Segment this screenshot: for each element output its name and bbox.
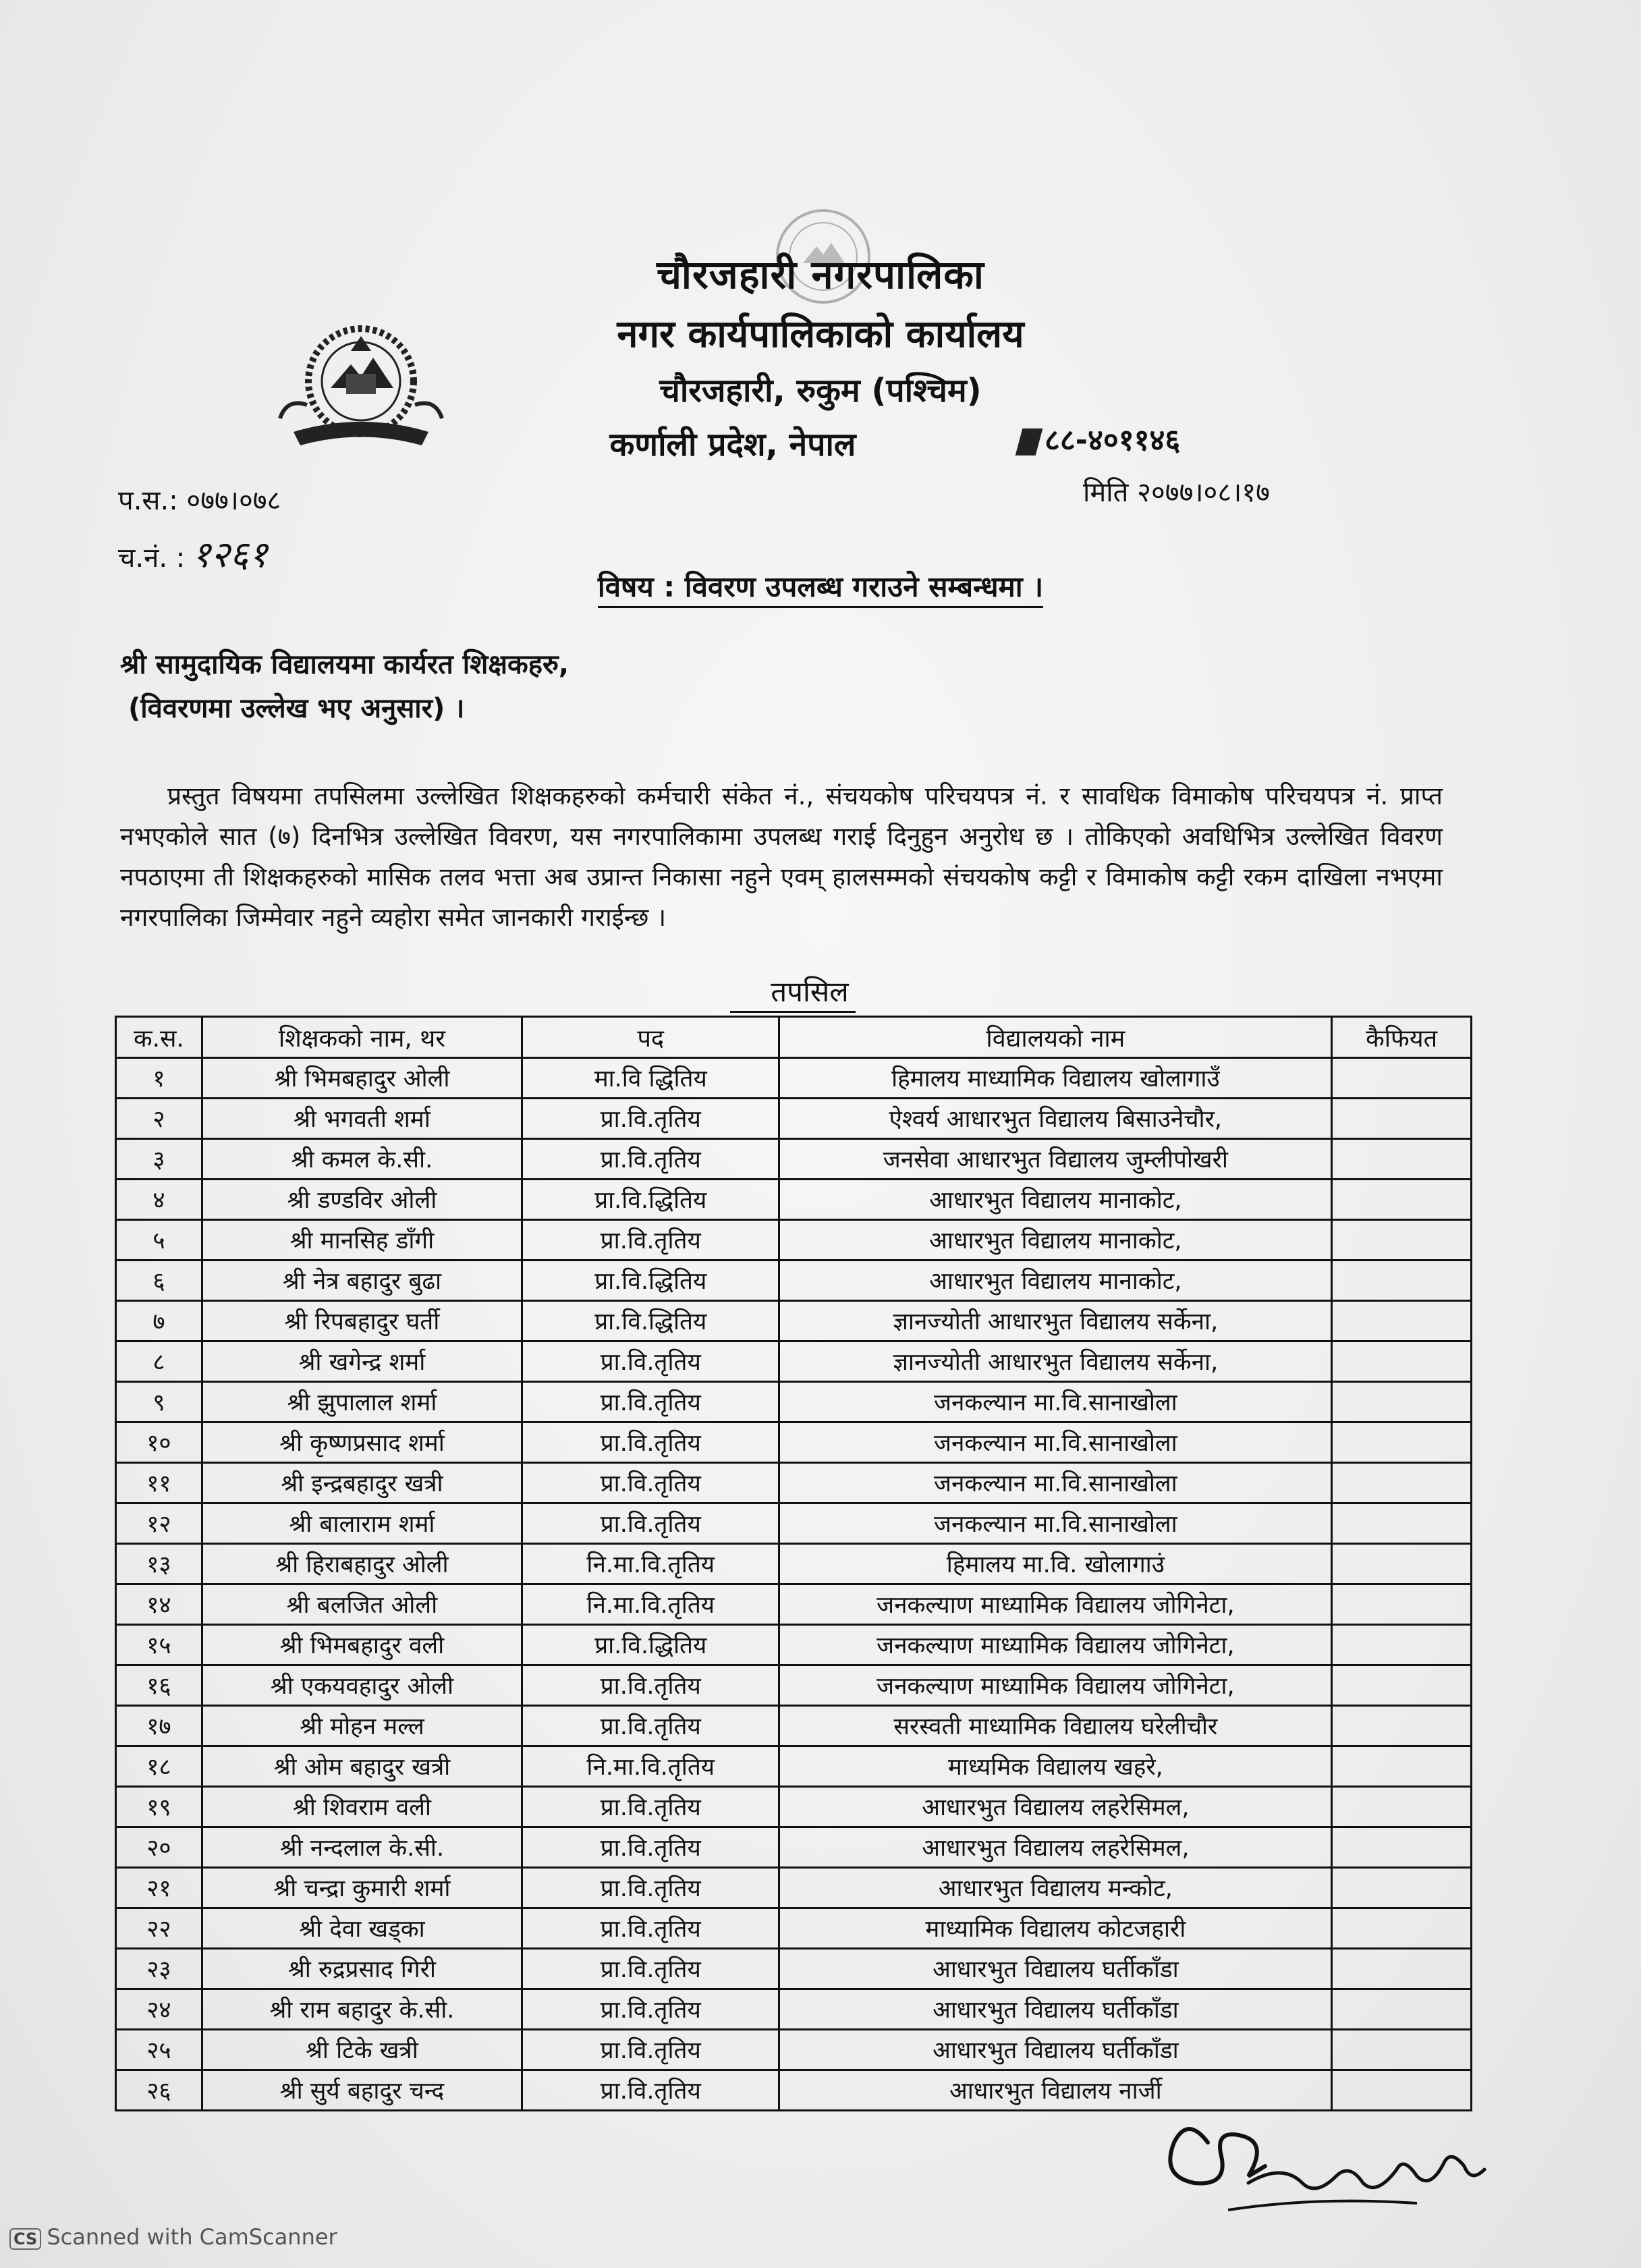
cell-remarks xyxy=(1332,1301,1472,1342)
subject-line xyxy=(0,567,1641,605)
phone-icon xyxy=(1016,428,1043,455)
cell-remarks xyxy=(1332,1827,1472,1868)
cell-teacher-name: श्री कमल के.सी. xyxy=(202,1139,522,1180)
cell-teacher-name: श्री रिपबहादुर घर्ती xyxy=(202,1301,522,1342)
cell-post: प्रा.वि.द्धितिय xyxy=(522,1301,779,1342)
cell-teacher-name: श्री बालाराम शर्मा xyxy=(202,1503,522,1544)
cell-post: प्रा.वि.तृतिय xyxy=(522,2030,779,2070)
tapsil-text: तपसिल xyxy=(730,975,856,1013)
cell-remarks xyxy=(1332,1868,1472,1908)
cell-school-name: ऐश्वर्य आधारभुत विद्यालय बिसाउनेचौर, xyxy=(779,1099,1332,1139)
cell-remarks xyxy=(1332,1665,1472,1706)
camscanner-logo-icon: CS xyxy=(9,2228,41,2250)
table-row xyxy=(116,1099,1472,1139)
cell-remarks xyxy=(1332,1463,1472,1503)
cell-teacher-name: श्री रुद्रप्रसाद गिरी xyxy=(202,1949,522,1989)
table-row xyxy=(116,2030,1472,2070)
cell-serial: २ xyxy=(116,1099,202,1139)
table-body xyxy=(116,1058,1472,2111)
reference-label: प.स.: xyxy=(118,485,178,516)
dispatch-value: १२६१ xyxy=(192,533,268,576)
cell-teacher-name: श्री भिमबहादुर वली xyxy=(202,1625,522,1665)
cell-school-name: जनकल्यान मा.वि.सानाखोला xyxy=(779,1422,1332,1463)
cell-school-name: आधारभुत विद्यालय घर्तीकाँडा xyxy=(779,1949,1332,1989)
scanner-text: Scanned with CamScanner xyxy=(47,2224,337,2250)
header-serial: क.स. xyxy=(116,1017,202,1058)
cell-remarks xyxy=(1332,1180,1472,1220)
cell-post: नि.मा.वि.तृतिय xyxy=(522,1544,779,1584)
cell-teacher-name: श्री मानसिह डाँगी xyxy=(202,1220,522,1261)
cell-serial: ७ xyxy=(116,1301,202,1342)
table-row xyxy=(116,1908,1472,1949)
cell-school-name: ज्ञानज्योती आधारभुत विद्यालय सर्केना, xyxy=(779,1301,1332,1342)
cell-serial: २६ xyxy=(116,2070,202,2111)
cell-post: प्रा.वि.तृतिय xyxy=(522,1989,779,2030)
signature-image xyxy=(1147,2102,1498,2223)
cell-remarks xyxy=(1332,1949,1472,1989)
cell-serial: २२ xyxy=(116,1908,202,1949)
addressee-line-1: श्री सामुदायिक विद्यालयमा कार्यरत शिक्षकहरु, xyxy=(120,649,569,680)
cell-post: प्रा.वि.तृतिय xyxy=(522,1787,779,1827)
cell-school-name: आधारभुत विद्यालय मानाकोट, xyxy=(779,1220,1332,1261)
table-row xyxy=(116,1868,1472,1908)
teacher-table xyxy=(115,1016,1472,2111)
table-row xyxy=(116,1949,1472,1989)
cell-serial: १९ xyxy=(116,1787,202,1827)
cell-school-name: आधारभुत विद्यालय मानाकोट, xyxy=(779,1180,1332,1220)
table-row xyxy=(116,1706,1472,1746)
table-row xyxy=(116,1787,1472,1827)
cell-serial: २५ xyxy=(116,2030,202,2070)
cell-serial: ११ xyxy=(116,1463,202,1503)
cell-school-name: आधारभुत विद्यालय घर्तीकाँडा xyxy=(779,2030,1332,2070)
table-row xyxy=(116,1665,1472,1706)
cell-teacher-name: श्री कृष्णप्रसाद शर्मा xyxy=(202,1422,522,1463)
cell-post: प्रा.वि.द्धितिय xyxy=(522,1180,779,1220)
cell-serial: २४ xyxy=(116,1989,202,2030)
table-row xyxy=(116,1989,1472,2030)
cell-school-name: जनकल्याण माध्यामिक विद्यालय जोगिनेटा, xyxy=(779,1584,1332,1625)
cell-remarks xyxy=(1332,1382,1472,1422)
cell-post: प्रा.वि.तृतिय xyxy=(522,1139,779,1180)
cell-school-name: माध्यामिक विद्यालय कोटजहारी xyxy=(779,1908,1332,1949)
cell-post: प्रा.वि.द्धितिय xyxy=(522,1625,779,1665)
cell-serial: २१ xyxy=(116,1868,202,1908)
cell-serial: २३ xyxy=(116,1949,202,1989)
cell-serial: ३ xyxy=(116,1139,202,1180)
table-row xyxy=(116,1301,1472,1342)
cell-post: प्रा.वि.तृतिय xyxy=(522,1463,779,1503)
dispatch-label: च.नं. : xyxy=(118,543,186,574)
cell-serial: ८ xyxy=(116,1342,202,1382)
table-row xyxy=(116,1342,1472,1382)
header-post: पद xyxy=(522,1017,779,1058)
cell-serial: १५ xyxy=(116,1625,202,1665)
addressee-line-2: (विवरणमा उल्लेख भए अनुसार) । xyxy=(128,693,465,724)
cell-serial: ५ xyxy=(116,1220,202,1261)
cell-remarks xyxy=(1332,1625,1472,1665)
cell-school-name: जनकल्यान मा.वि.सानाखोला xyxy=(779,1382,1332,1422)
cell-school-name: आधारभुत विद्यालय घर्तीकाँडा xyxy=(779,1989,1332,2030)
cell-remarks xyxy=(1332,1908,1472,1949)
location-line: चौरजहारी, रुकुम (पश्चिम) xyxy=(659,372,982,410)
cell-remarks xyxy=(1332,1503,1472,1544)
municipality-title: चौरजहारी नगरपालिका xyxy=(657,252,984,298)
cell-serial: १७ xyxy=(116,1706,202,1746)
date-value: २०७७।०८।१७ xyxy=(1137,477,1270,508)
cell-school-name: सरस्वती माध्यामिक विद्यालय घरेलीचौर xyxy=(779,1706,1332,1746)
cell-post: प्रा.वि.तृतिय xyxy=(522,2070,779,2111)
reference-value: ०७७।०७८ xyxy=(186,485,281,516)
table-row xyxy=(116,1220,1472,1261)
cell-teacher-name: श्री चन्द्रा कुमारी शर्मा xyxy=(202,1868,522,1908)
cell-serial: १० xyxy=(116,1422,202,1463)
cell-serial: ४ xyxy=(116,1180,202,1220)
office-title: नगर कार्यपालिकाको कार्यालय xyxy=(617,312,1024,356)
cell-remarks xyxy=(1332,1706,1472,1746)
cell-post: मा.वि द्धितिय xyxy=(522,1058,779,1099)
cell-post: प्रा.वि.तृतिय xyxy=(522,1665,779,1706)
cell-teacher-name: श्री बलजित ओली xyxy=(202,1584,522,1625)
cell-post: प्रा.वि.तृतिय xyxy=(522,1099,779,1139)
cell-teacher-name: श्री नन्दलाल के.सी. xyxy=(202,1827,522,1868)
province-line: कर्णाली प्रदेश, नेपाल xyxy=(609,426,856,464)
cell-school-name: जनकल्यान मा.वि.सानाखोला xyxy=(779,1503,1332,1544)
table-row xyxy=(116,1139,1472,1180)
cell-serial: १२ xyxy=(116,1503,202,1544)
phone-value: ८८-४०११४६ xyxy=(1045,423,1181,458)
cell-teacher-name: श्री झुपालाल शर्मा xyxy=(202,1382,522,1422)
cell-post: प्रा.वि.तृतिय xyxy=(522,1949,779,1989)
header-remarks: कैफियत xyxy=(1332,1017,1472,1058)
cell-serial: १४ xyxy=(116,1584,202,1625)
cell-post: प्रा.वि.तृतिय xyxy=(522,1827,779,1868)
cell-school-name: आधारभुत विद्यालय नार्जी xyxy=(779,2070,1332,2111)
cell-teacher-name: श्री खगेन्द्र शर्मा xyxy=(202,1342,522,1382)
cell-school-name: आधारभुत विद्यालय लहरेसिमल, xyxy=(779,1787,1332,1827)
table-row xyxy=(116,1746,1472,1787)
cell-post: नि.मा.वि.तृतिय xyxy=(522,1746,779,1787)
cell-serial: ६ xyxy=(116,1261,202,1301)
cell-remarks xyxy=(1332,2030,1472,2070)
cell-post: प्रा.वि.द्धितिय xyxy=(522,1261,779,1301)
cell-post: प्रा.वि.तृतिय xyxy=(522,1908,779,1949)
cell-remarks xyxy=(1332,1584,1472,1625)
cell-school-name: जनकल्याण माध्यामिक विद्यालय जोगिनेटा, xyxy=(779,1625,1332,1665)
cell-teacher-name: श्री डण्डविर ओली xyxy=(202,1180,522,1220)
cell-post: प्रा.वि.तृतिय xyxy=(522,1706,779,1746)
cell-school-name: ज्ञानज्योती आधारभुत विद्यालय सर्केना, xyxy=(779,1342,1332,1382)
reference-line xyxy=(118,480,281,518)
cell-post: प्रा.वि.तृतिय xyxy=(522,1342,779,1382)
cell-remarks xyxy=(1332,1220,1472,1261)
cell-teacher-name: श्री मोहन मल्ल xyxy=(202,1706,522,1746)
subject-text: विषय : विवरण उपलब्ध गराउने सम्बन्धमा । xyxy=(598,570,1043,608)
cell-teacher-name: श्री भगवती शर्मा xyxy=(202,1099,522,1139)
table-row xyxy=(116,1180,1472,1220)
cell-school-name: आधारभुत विद्यालय लहरेसिमल, xyxy=(779,1827,1332,1868)
cell-post: नि.मा.वि.तृतिय xyxy=(522,1584,779,1625)
table-row xyxy=(116,1503,1472,1544)
table-row xyxy=(116,1625,1472,1665)
cell-serial: १६ xyxy=(116,1665,202,1706)
cell-remarks xyxy=(1332,1139,1472,1180)
scanner-footer xyxy=(9,2224,337,2250)
cell-remarks xyxy=(1332,1058,1472,1099)
table-row xyxy=(116,1422,1472,1463)
header-school-name: विद्यालयको नाम xyxy=(779,1017,1332,1058)
cell-school-name: हिमालय मा.वि. खोलागाउं xyxy=(779,1544,1332,1584)
cell-school-name: हिमालय माध्यामिक विद्यालय खोलागाउँ xyxy=(779,1058,1332,1099)
cell-teacher-name: श्री ओम बहादुर खत्री xyxy=(202,1746,522,1787)
table-header-row xyxy=(116,1017,1472,1058)
cell-remarks xyxy=(1332,1342,1472,1382)
header-teacher-name: शिक्षकको नाम, थर xyxy=(202,1017,522,1058)
table-row xyxy=(116,1584,1472,1625)
cell-post: प्रा.वि.तृतिय xyxy=(522,1868,779,1908)
cell-teacher-name: श्री शिवराम वली xyxy=(202,1787,522,1827)
cell-teacher-name: श्री टिके खत्री xyxy=(202,2030,522,2070)
cell-teacher-name: श्री एकयवहादुर ओली xyxy=(202,1665,522,1706)
cell-school-name: जनकल्यान मा.वि.सानाखोला xyxy=(779,1463,1332,1503)
cell-school-name: आधारभुत विद्यालय मन्कोट, xyxy=(779,1868,1332,1908)
table-row xyxy=(116,1382,1472,1422)
phone-number xyxy=(1019,418,1180,459)
cell-teacher-name: श्री राम बहादुर के.सी. xyxy=(202,1989,522,2030)
cell-school-name: जनकल्याण माध्यामिक विद्यालय जोगिनेटा, xyxy=(779,1665,1332,1706)
date-label: मिति xyxy=(1083,477,1129,508)
cell-remarks xyxy=(1332,1422,1472,1463)
cell-remarks xyxy=(1332,1261,1472,1301)
table-row xyxy=(116,1058,1472,1099)
table-row xyxy=(116,1261,1472,1301)
cell-post: प्रा.वि.तृतिय xyxy=(522,1382,779,1422)
cell-teacher-name: श्री सुर्य बहादुर चन्द xyxy=(202,2070,522,2111)
cell-remarks xyxy=(1332,1099,1472,1139)
cell-school-name: आधारभुत विद्यालय मानाकोट, xyxy=(779,1261,1332,1301)
cell-school-name: जनसेवा आधारभुत विद्यालय जुम्लीपोखरी xyxy=(779,1139,1332,1180)
cell-teacher-name: श्री देवा खड्का xyxy=(202,1908,522,1949)
cell-remarks xyxy=(1332,1787,1472,1827)
cell-teacher-name: श्री नेत्र बहादुर बुढा xyxy=(202,1261,522,1301)
cell-serial: १८ xyxy=(116,1746,202,1787)
cell-school-name: माध्यमिक विद्यालय खहरे, xyxy=(779,1746,1332,1787)
table-row xyxy=(116,1544,1472,1584)
cell-teacher-name: श्री हिराबहादुर ओली xyxy=(202,1544,522,1584)
tapsil-heading xyxy=(715,972,870,1010)
cell-post: प्रा.वि.तृतिय xyxy=(522,1220,779,1261)
table-row xyxy=(116,1827,1472,1868)
cell-teacher-name: श्री इन्द्रबहादुर खत्री xyxy=(202,1463,522,1503)
cell-teacher-name: श्री भिमबहादुर ओली xyxy=(202,1058,522,1099)
date-line xyxy=(1083,472,1270,509)
cell-remarks xyxy=(1332,1746,1472,1787)
letter-body: प्रस्तुत विषयमा तपसिलमा उल्लेखित शिक्षकहरुको कर्मचारी संकेत नं., संचयकोष परिचयपत्र नं. र सावधिक विमाकोष परिचयपत्र नं. प्राप्त नभएकोले सात (७) दिनभित्र उल्लेखित विवरण, यस नगरपालिकामा उपलब्ध गराई दिनुहुन अनुरोध छ । तोकिएको अवधिभित्र उल्लेखित विवरण नपठाएमा ती शिक्षकहरुको मासिक तलव भत्ता अब उप्रान्त निकासा नहुने एवम् हालसम्मको संचयकोष कट्टी र विमाकोष कट्टी रकम दाखिला नभएमा नगरपालिका जिम्मेवार नहुने व्यहोरा समेत जानकारी गराईन्छ । xyxy=(120,781,1443,932)
cell-post: प्रा.वि.तृतिय xyxy=(522,1422,779,1463)
cell-serial: २० xyxy=(116,1827,202,1868)
cell-serial: १३ xyxy=(116,1544,202,1584)
cell-remarks xyxy=(1332,1989,1472,2030)
cell-remarks xyxy=(1332,1544,1472,1584)
cell-post: प्रा.वि.तृतिय xyxy=(522,1503,779,1544)
table-row xyxy=(116,1463,1472,1503)
cell-serial: १ xyxy=(116,1058,202,1099)
cell-serial: ९ xyxy=(116,1382,202,1422)
